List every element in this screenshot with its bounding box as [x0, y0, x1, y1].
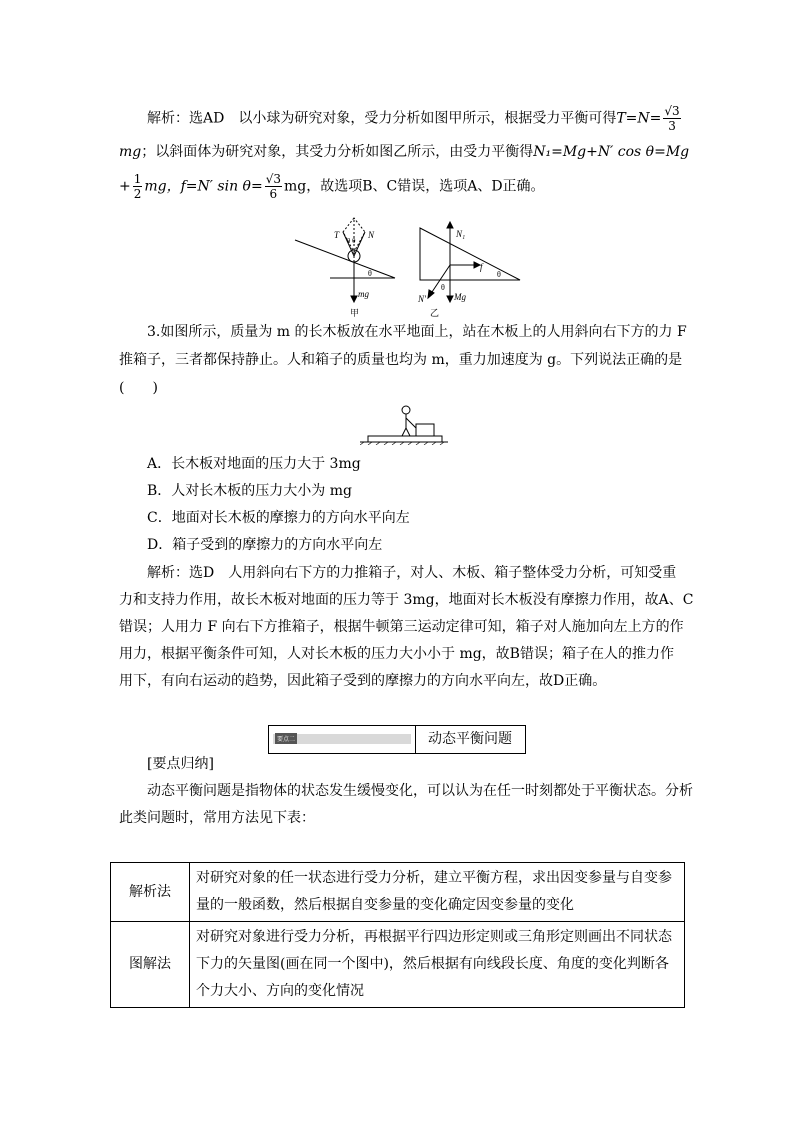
person-arm: [406, 418, 416, 428]
option-b: B．人对长木板的压力大小为 mg: [147, 483, 352, 499]
summary-line2: 此类问题时，常用方法见下表：: [119, 810, 315, 826]
label-Nprime: N′: [418, 294, 426, 304]
normal-force-vector: [354, 232, 365, 256]
label-jia: 甲: [350, 308, 360, 318]
summary-heading: [要点归纳]: [147, 756, 214, 772]
label-N1: N₁: [456, 229, 466, 239]
solution1-line2: mg；以斜面体为研究对象，其受力分析如图乙所示，由受力平衡得N₁=Mg+N′ cos θ=Mg: [119, 144, 690, 160]
question3-line3: ( ): [119, 380, 158, 396]
box: [416, 424, 434, 436]
label-theta-top: θ θ: [347, 237, 356, 245]
label-f: f: [480, 262, 483, 272]
option-d: D．箱子受到的摩擦力的方向水平向左: [147, 537, 383, 553]
arrowhead: [351, 296, 357, 302]
label-theta-yi: θ: [497, 270, 501, 279]
person-leg: [402, 428, 406, 436]
label-Mg: Mg: [454, 292, 466, 302]
section-title: 动态平衡问题: [415, 726, 524, 753]
fraction: $\frac{√3}{6}$: [265, 172, 281, 201]
person-box-figure: [360, 400, 450, 445]
method-name: 图解法: [111, 922, 190, 1008]
force-diagram-figure: [290, 210, 530, 320]
person-leg: [406, 428, 410, 436]
diagram-jia: [295, 218, 395, 302]
label-mg: mg: [358, 289, 369, 299]
fraction: $\frac{√3}{3}$: [664, 104, 680, 133]
person-head: [402, 406, 410, 414]
force-parallelogram: [343, 218, 365, 252]
summary-line1: 动态平衡问题是指物体的状态发生缓慢变化，可以认为在任一时刻都处于平衡状态。分析: [147, 783, 693, 799]
section-tag: 要点二: [275, 733, 297, 744]
arrowhead: [447, 222, 453, 228]
solution2-line: 解析：选D 人用斜向右下方的力推箱子，对人、木板、箱子整体受力分析，可知受重: [147, 565, 677, 581]
solution1-line1: 解析：选AD 以小球为研究对象，受力分析如图甲所示，根据受力平衡可得T=N= $\frac{√3}{3}$: [147, 104, 680, 133]
long-board: [368, 436, 442, 442]
solution1-line3: + $\frac{1}{2}$ mg，f=N′ sin θ= $\frac{√3}{6}$ mg，故选项B、C错误，选项A、D正确。: [119, 172, 545, 201]
label-theta: θ: [368, 269, 372, 278]
section-header: [268, 725, 526, 754]
method-name: 解析法: [111, 863, 190, 922]
question3-line2: 推箱子，三者都保持静止。人和箱子的质量也均为 m，重力加速度为 g。下列说法正确的是: [119, 352, 683, 368]
solution2-line: 力和支持力作用，故长木板对地面的压力等于 3mg，地面对长木板没有摩擦力作用，故A、C: [119, 592, 694, 608]
methods-table: [110, 862, 685, 1008]
arrowhead: [447, 296, 453, 302]
label-T: T: [334, 230, 340, 240]
method-desc: 对研究对象进行受力分析，再根据平行四边形定则或三角形定则画出不同状态下力的矢量图(画在同一个图中)，然后根据有向线段长度、角度的变化判断各个力大小、方向的变化情况: [190, 922, 685, 1008]
table-row: [111, 922, 685, 1008]
label-theta-low: θ: [441, 283, 445, 292]
label-yi: 乙: [430, 308, 440, 318]
solution2-line: 用下，有向右运动的趋势，因此箱子受到的摩擦力的方向水平向左，故D正确。: [119, 673, 607, 689]
method-desc: 对研究对象的任一状态进行受力分析，建立平衡方程，求出因变参量与自变参量的一般函数，然后根据自变参量的变化确定因变参量的变化: [190, 863, 685, 922]
solution2-line: 错误；人用力 F 向右下方推箱子，根据牛顿第三运动定律可知，箱子对人施加向左上方的作: [119, 619, 684, 635]
diagram-yi: [420, 222, 520, 302]
incline-surface: [295, 240, 395, 278]
option-a: A．长木板对地面的压力大于 3mg: [147, 456, 361, 472]
solution2-line: 用力，根据平衡条件可知，人对长木板的压力大小小于 mg，故B错误；箱子在人的推力作: [119, 646, 674, 662]
incline-block: [420, 228, 520, 280]
table-row: [111, 863, 685, 922]
fraction: $\frac{1}{2}$: [133, 172, 142, 201]
option-c: C．地面对长木板的摩擦力的方向水平向左: [147, 510, 410, 526]
question3-line1: 3.如图所示，质量为 m 的长木板放在水平地面上，站在木板上的人用斜向右下方的力 F: [147, 324, 687, 340]
label-N: N: [368, 230, 375, 240]
